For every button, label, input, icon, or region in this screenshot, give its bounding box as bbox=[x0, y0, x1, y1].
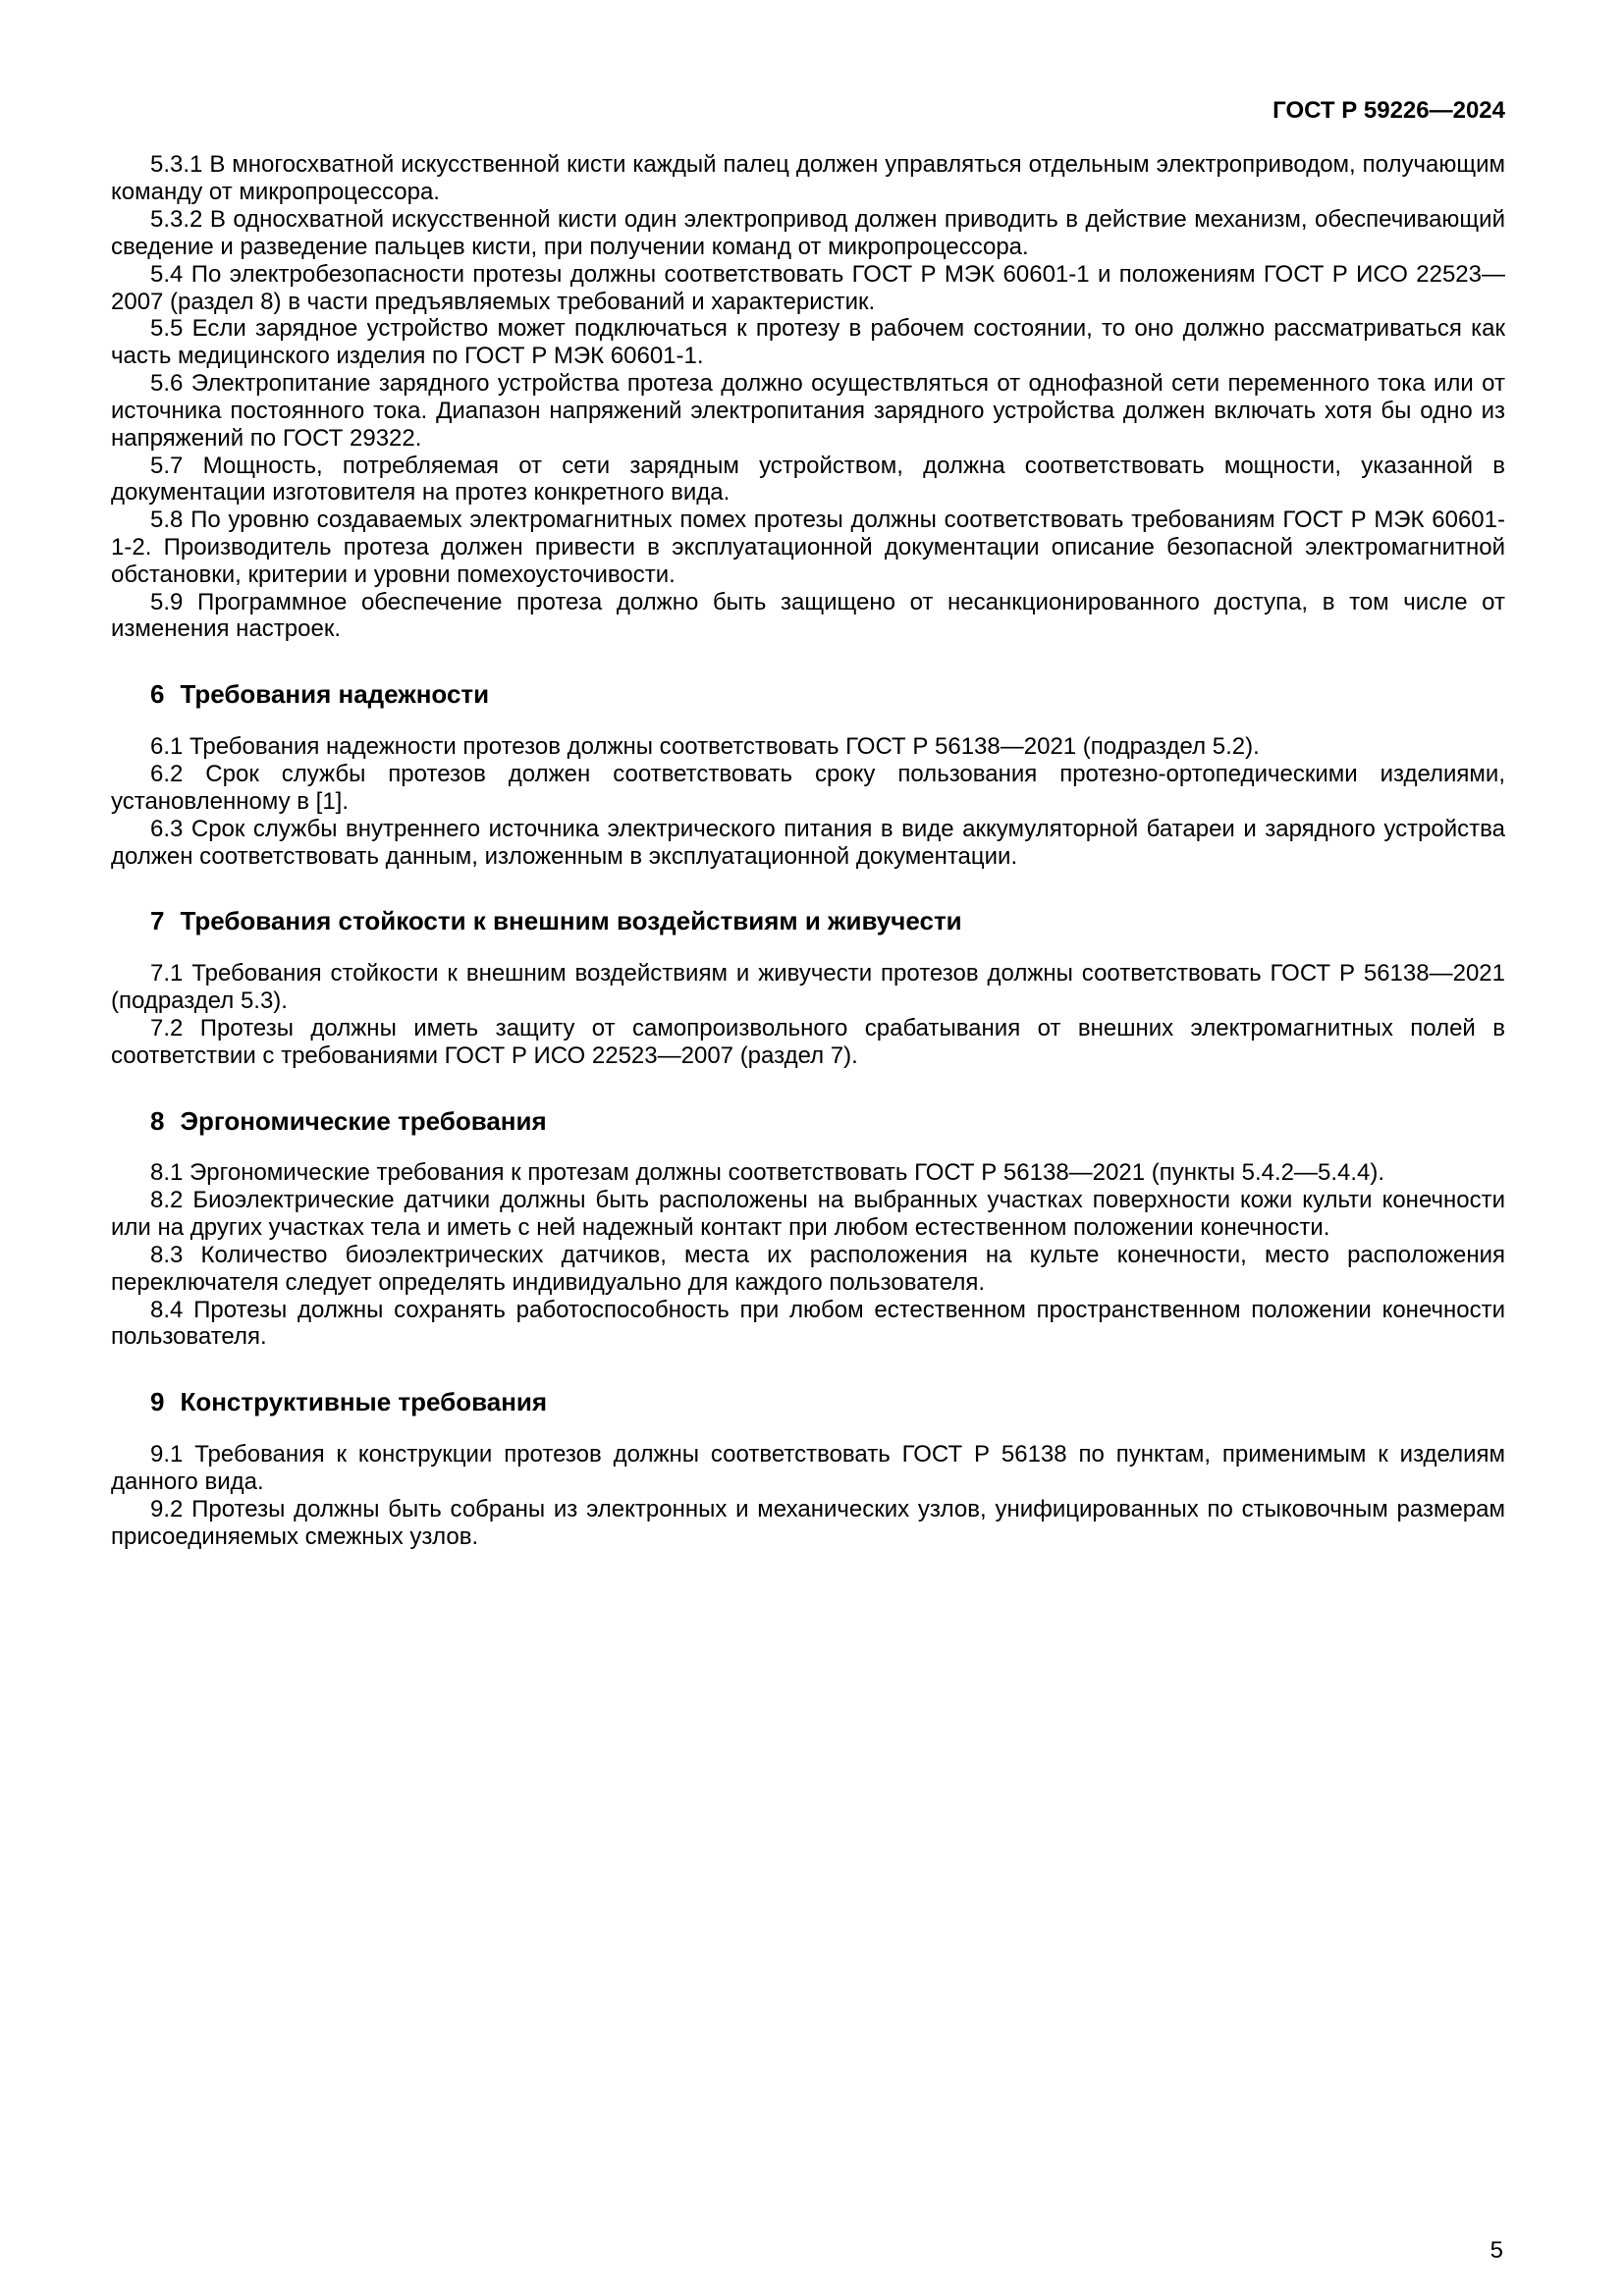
page-number: 5 bbox=[1489, 2237, 1503, 2264]
paragraph: 5.9 Программное обеспечение протеза должно быть защищено от несанкционированного доступа, в том числе от изменения настроек. bbox=[111, 588, 1505, 643]
paragraph: 8.2 Биоэлектрические датчики должны быть расположены на выбранных участках поверхности кожи культи конечности или на других участках тела и иметь с ней надежный контакт при любом естественном положении конечности. bbox=[111, 1187, 1505, 1242]
doc-header bbox=[111, 98, 1505, 124]
section-title: Требования стойкости к внешним воздействиям и живучести bbox=[180, 906, 962, 936]
section-title: Эргономические требования bbox=[180, 1105, 547, 1136]
paragraph: 5.8 По уровню создаваемых электромагнитных помех протезы должны соответствовать требованиям ГОСТ Р МЭК 60601-1-2. Производитель протеза должен привести в эксплуатационной документации описание безопасной электромагнитной обстановки, критерии и уровни помехоусточивости. bbox=[111, 507, 1505, 588]
document-body bbox=[111, 151, 1505, 1550]
section-heading bbox=[111, 1107, 1505, 1137]
paragraph: 5.3.2 В односхватной искусственной кисти один электропривод должен приводить в действие механизм, обеспечивающий сведение и разведение пальцев кисти, при получении команд от микропроцессора. bbox=[111, 206, 1505, 260]
paragraph: 6.1 Требования надежности протезов должны соответствовать ГОСТ Р 56138—2021 (подраздел 5.2). bbox=[150, 733, 1260, 761]
section-number: 6 bbox=[150, 679, 165, 710]
section-number: 9 bbox=[150, 1387, 165, 1417]
section-number: 7 bbox=[150, 906, 165, 936]
paragraph: 5.7 Мощность, потребляемая от сети зарядным устройством, должна соответствовать мощности, указанной в документации изготовителя на протез конкретного вида. bbox=[111, 452, 1505, 507]
paragraph: 8.3 Количество биоэлектрических датчиков, места их расположения на культе конечности, место расположения переключателя следует определять индивидуально для каждого пользователя. bbox=[111, 1241, 1505, 1296]
section-heading bbox=[111, 680, 1505, 710]
section-title: Конструктивные требования bbox=[180, 1387, 548, 1417]
paragraph: 7.2 Протезы должны иметь защиту от самопроизвольного срабатывания от внешних электромагнитных полей в соответствии с требованиями ГОСТ Р ИСО 22523—2007 (раздел 7). bbox=[111, 1014, 1505, 1069]
doc-number: ГОСТ Р 59226—2024 bbox=[1272, 97, 1505, 124]
paragraph: 5.3.1 В многосхватной искусственной кисти каждый палец должен управляться отдельным электроприводом, получающим команду от микропроцессора. bbox=[111, 151, 1505, 206]
section-heading bbox=[111, 907, 1505, 936]
paragraph: 9.2 Протезы должны быть собраны из электронных и механических узлов, унифицированных по стыковочным размерам присоединяемых смежных узлов. bbox=[111, 1495, 1505, 1550]
paragraph: 6.2 Срок службы протезов должен соответствовать сроку пользования протезно-ортопедическими изделиями, установленному в [1]. bbox=[111, 761, 1505, 815]
paragraph: 7.1 Требования стойкости к внешним воздействиям и живучести протезов должны соответствовать ГОСТ Р 56138—2021 (подраздел 5.3). bbox=[111, 960, 1505, 1015]
paragraph: 8.1 Эргономические требования к протезам должны соответствовать ГОСТ Р 56138—2021 (пункты 5.4.2—5.4.4). bbox=[150, 1159, 1385, 1187]
content-area bbox=[111, 98, 1505, 1550]
paragraph: 8.4 Протезы должны сохранять работоспособность при любом естественном пространственном положении конечности пользователя. bbox=[111, 1296, 1505, 1351]
paragraph: 9.1 Требования к конструкции протезов должны соответствовать ГОСТ Р 56138 по пунктам, применимым к изделиям данного вида. bbox=[111, 1441, 1505, 1495]
paragraph: 5.5 Если зарядное устройство может подключаться к протезу в рабочем состоянии, то оно должно рассматриваться как часть медицинского изделия по ГОСТ Р МЭК 60601-1. bbox=[111, 315, 1505, 370]
section-title: Требования надежности bbox=[180, 679, 490, 710]
paragraph: 6.3 Срок службы внутреннего источника электрического питания в виде аккумуляторной батареи и зарядного устройства должен соответствовать данным, изложенным в эксплуатационной документации. bbox=[111, 815, 1505, 870]
section-heading bbox=[111, 1388, 1505, 1417]
paragraph: 5.4 По электробезопасности протезы должны соответствовать ГОСТ Р МЭК 60601-1 и положениям ГОСТ Р ИСО 22523—2007 (раздел 8) в части предъявляемых требований и характеристик. bbox=[111, 260, 1505, 315]
paragraph: 5.6 Электропитание зарядного устройства протеза должно осуществляться от однофазной сети переменного тока или от источника постоянного тока. Диапазон напряжений электропитания зарядного устройства должен включать хотя бы одно из напряжений по ГОСТ 29322. bbox=[111, 370, 1505, 452]
section-number: 8 bbox=[150, 1105, 165, 1136]
